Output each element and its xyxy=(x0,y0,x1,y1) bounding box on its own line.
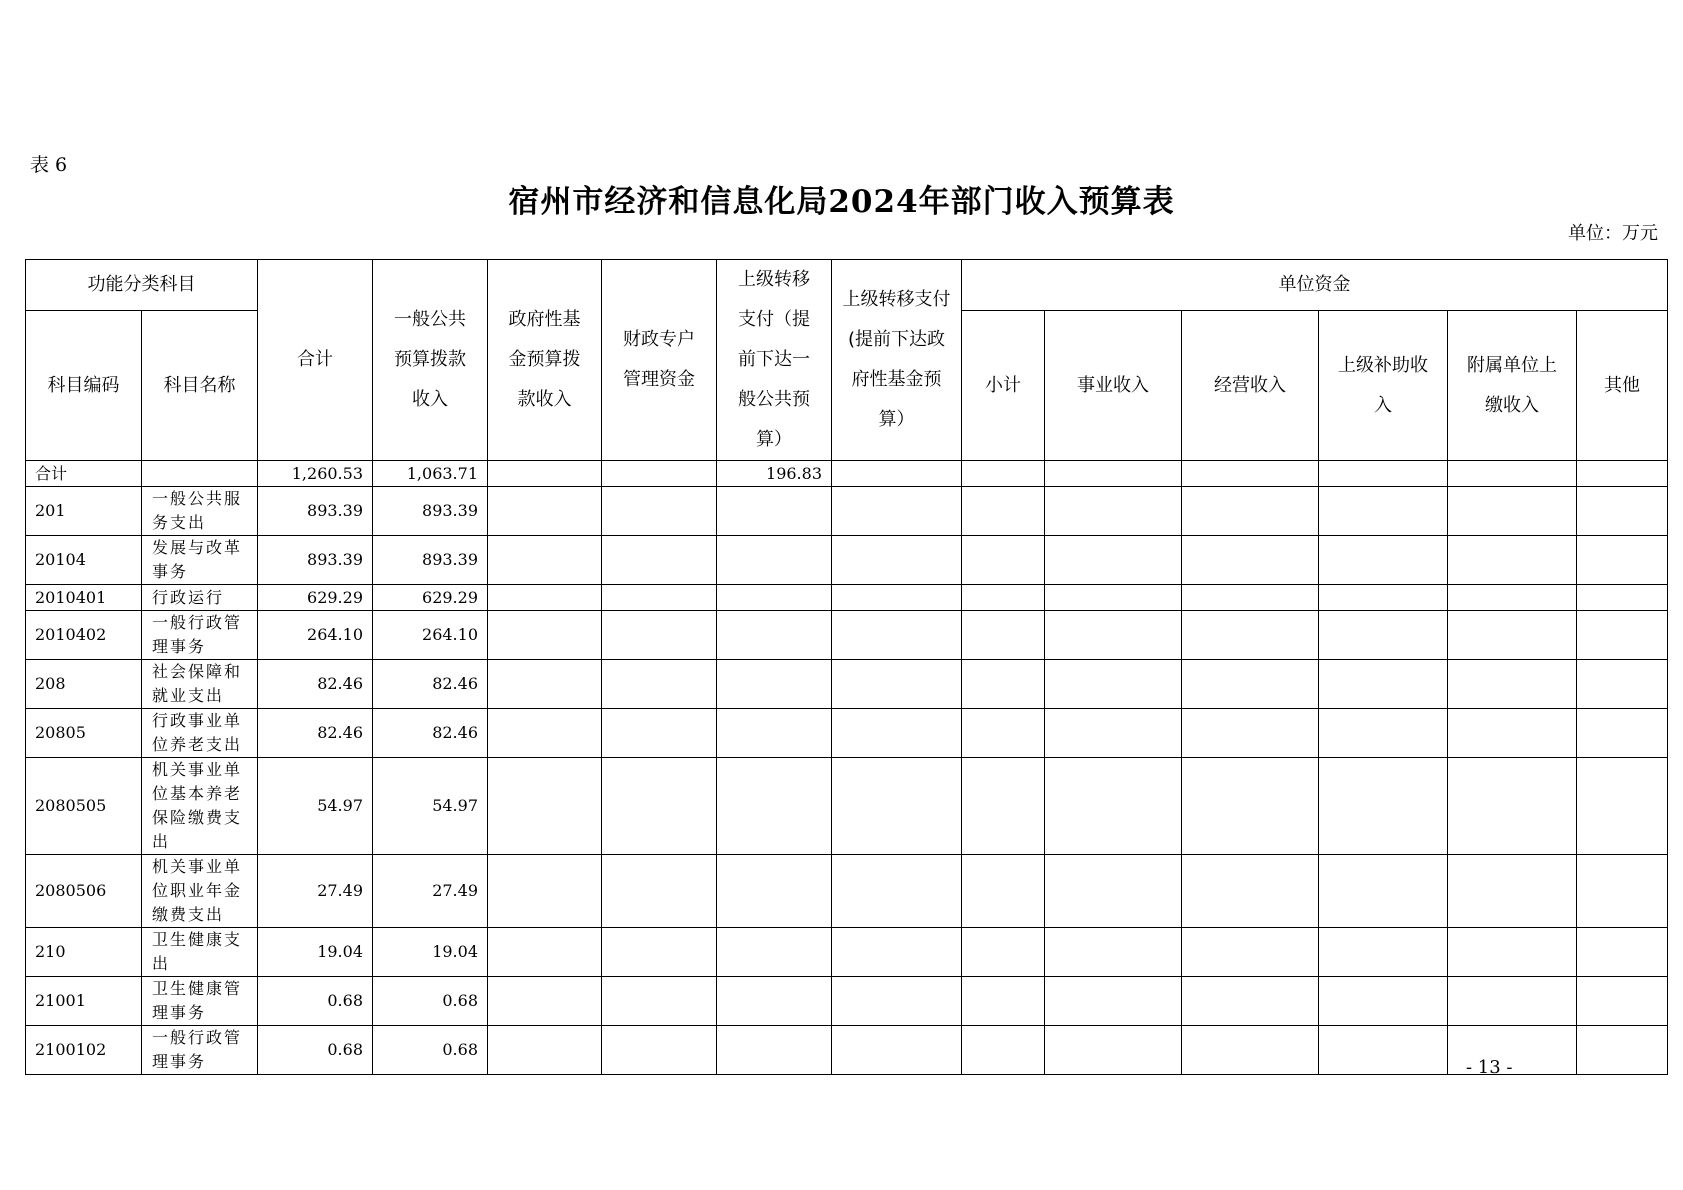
row-gov-fund xyxy=(488,977,602,1026)
row-code: 2010402 xyxy=(26,611,142,660)
row-transfer-general xyxy=(717,977,832,1026)
row-special-fund xyxy=(602,487,717,536)
row-operating-income xyxy=(1182,461,1319,487)
row-subtotal xyxy=(962,611,1045,660)
page-number: - 13 - xyxy=(1466,1057,1513,1078)
row-code: 208 xyxy=(26,660,142,709)
row-business-income xyxy=(1045,709,1182,758)
header-transfer-fund: 上级转移支付(提前下达政府性基金预算） xyxy=(832,260,962,461)
row-transfer-fund xyxy=(832,709,962,758)
header-name: 科目名称 xyxy=(142,311,258,461)
row-code: 21001 xyxy=(26,977,142,1026)
row-general-budget: 629.29 xyxy=(373,585,488,611)
row-superior-subsidy xyxy=(1319,758,1448,855)
table-row xyxy=(26,660,1668,709)
row-subtotal xyxy=(962,660,1045,709)
row-superior-subsidy xyxy=(1319,611,1448,660)
row-superior-subsidy xyxy=(1319,928,1448,977)
row-business-income xyxy=(1045,611,1182,660)
header-transfer-general: 上级转移支付（提前下达一般公共预算） xyxy=(717,260,832,461)
row-transfer-fund xyxy=(832,536,962,585)
row-gov-fund xyxy=(488,461,602,487)
row-other xyxy=(1577,461,1668,487)
row-special-fund xyxy=(602,536,717,585)
header-business-income: 事业收入 xyxy=(1045,311,1182,461)
row-transfer-fund xyxy=(832,928,962,977)
row-subtotal xyxy=(962,709,1045,758)
header-affiliated-income: 附属单位上缴收入 xyxy=(1448,311,1577,461)
row-transfer-general xyxy=(717,1026,832,1075)
row-special-fund xyxy=(602,758,717,855)
table-row xyxy=(26,709,1668,758)
row-affiliated-income xyxy=(1448,977,1577,1026)
row-name: 机关事业单位职业年金缴费支出 xyxy=(142,855,258,928)
row-gov-fund xyxy=(488,611,602,660)
row-business-income xyxy=(1045,660,1182,709)
row-total: 27.49 xyxy=(258,855,373,928)
row-special-fund xyxy=(602,855,717,928)
row-transfer-general xyxy=(717,758,832,855)
row-code: 210 xyxy=(26,928,142,977)
row-gov-fund xyxy=(488,928,602,977)
row-special-fund xyxy=(602,928,717,977)
row-business-income xyxy=(1045,585,1182,611)
row-subtotal xyxy=(962,758,1045,855)
row-general-budget: 54.97 xyxy=(373,758,488,855)
row-transfer-fund xyxy=(832,1026,962,1075)
row-operating-income xyxy=(1182,585,1319,611)
row-business-income xyxy=(1045,928,1182,977)
row-operating-income xyxy=(1182,611,1319,660)
header-superior-subsidy: 上级补助收入 xyxy=(1319,311,1448,461)
row-business-income xyxy=(1045,758,1182,855)
row-affiliated-income xyxy=(1448,928,1577,977)
row-general-budget: 1,063.71 xyxy=(373,461,488,487)
row-total: 893.39 xyxy=(258,487,373,536)
header-total: 合计 xyxy=(258,260,373,461)
row-other xyxy=(1577,928,1668,977)
row-subtotal xyxy=(962,1026,1045,1075)
row-total: 264.10 xyxy=(258,611,373,660)
row-code: 2010401 xyxy=(26,585,142,611)
unit-label: 单位：万元 xyxy=(1568,223,1658,244)
row-transfer-general xyxy=(717,660,832,709)
row-general-budget: 19.04 xyxy=(373,928,488,977)
row-code: 2080506 xyxy=(26,855,142,928)
row-total: 0.68 xyxy=(258,1026,373,1075)
table-row xyxy=(26,487,1668,536)
row-name xyxy=(142,461,258,487)
row-name: 行政运行 xyxy=(142,585,258,611)
row-subtotal xyxy=(962,977,1045,1026)
row-transfer-general: 196.83 xyxy=(717,461,832,487)
row-total: 1,260.53 xyxy=(258,461,373,487)
row-transfer-fund xyxy=(832,611,962,660)
table-row xyxy=(26,1026,1668,1075)
budget-table xyxy=(25,259,1668,1075)
row-transfer-general xyxy=(717,487,832,536)
row-affiliated-income xyxy=(1448,585,1577,611)
header-special-fund: 财政专户管理资金 xyxy=(602,260,717,461)
row-transfer-general xyxy=(717,536,832,585)
row-name: 行政事业单位养老支出 xyxy=(142,709,258,758)
row-subtotal xyxy=(962,585,1045,611)
row-code: 合计 xyxy=(26,461,142,487)
row-gov-fund xyxy=(488,487,602,536)
row-transfer-general xyxy=(717,611,832,660)
row-name: 卫生健康支出 xyxy=(142,928,258,977)
row-superior-subsidy xyxy=(1319,855,1448,928)
row-other xyxy=(1577,709,1668,758)
row-affiliated-income xyxy=(1448,461,1577,487)
row-affiliated-income xyxy=(1448,660,1577,709)
row-operating-income xyxy=(1182,977,1319,1026)
row-other xyxy=(1577,585,1668,611)
header-subtotal: 小计 xyxy=(962,311,1045,461)
row-general-budget: 264.10 xyxy=(373,611,488,660)
row-subtotal xyxy=(962,928,1045,977)
table-number: 表 6 xyxy=(30,154,68,176)
row-total: 82.46 xyxy=(258,709,373,758)
row-general-budget: 27.49 xyxy=(373,855,488,928)
row-total: 0.68 xyxy=(258,977,373,1026)
row-general-budget: 893.39 xyxy=(373,487,488,536)
row-other xyxy=(1577,611,1668,660)
row-operating-income xyxy=(1182,487,1319,536)
table-row xyxy=(26,855,1668,928)
row-affiliated-income xyxy=(1448,709,1577,758)
row-operating-income xyxy=(1182,928,1319,977)
header-gov-fund: 政府性基金预算拨款收入 xyxy=(488,260,602,461)
row-business-income xyxy=(1045,855,1182,928)
row-business-income xyxy=(1045,461,1182,487)
row-superior-subsidy xyxy=(1319,977,1448,1026)
header-general-budget: 一般公共预算拨款收入 xyxy=(373,260,488,461)
row-transfer-fund xyxy=(832,660,962,709)
table-body xyxy=(26,461,1668,1075)
row-affiliated-income xyxy=(1448,536,1577,585)
row-general-budget: 82.46 xyxy=(373,660,488,709)
row-affiliated-income xyxy=(1448,855,1577,928)
row-special-fund xyxy=(602,585,717,611)
row-operating-income xyxy=(1182,709,1319,758)
row-gov-fund xyxy=(488,660,602,709)
row-other xyxy=(1577,660,1668,709)
row-business-income xyxy=(1045,1026,1182,1075)
row-operating-income xyxy=(1182,660,1319,709)
table-row xyxy=(26,536,1668,585)
row-gov-fund xyxy=(488,585,602,611)
table-row xyxy=(26,928,1668,977)
row-superior-subsidy xyxy=(1319,487,1448,536)
row-name: 发展与改革事务 xyxy=(142,536,258,585)
row-affiliated-income xyxy=(1448,758,1577,855)
row-subtotal xyxy=(962,536,1045,585)
row-affiliated-income xyxy=(1448,611,1577,660)
row-special-fund xyxy=(602,611,717,660)
row-gov-fund xyxy=(488,536,602,585)
row-affiliated-income xyxy=(1448,487,1577,536)
row-subtotal xyxy=(962,855,1045,928)
row-code: 2100102 xyxy=(26,1026,142,1075)
row-operating-income xyxy=(1182,536,1319,585)
row-total: 19.04 xyxy=(258,928,373,977)
row-superior-subsidy xyxy=(1319,585,1448,611)
page-title: 宿州市经济和信息化局2024年部门收入预算表 xyxy=(508,184,1175,220)
row-general-budget: 893.39 xyxy=(373,536,488,585)
row-code: 2080505 xyxy=(26,758,142,855)
row-other xyxy=(1577,536,1668,585)
row-transfer-general xyxy=(717,585,832,611)
row-gov-fund xyxy=(488,709,602,758)
row-name: 社会保障和就业支出 xyxy=(142,660,258,709)
row-operating-income xyxy=(1182,1026,1319,1075)
row-other xyxy=(1577,1026,1668,1075)
row-gov-fund xyxy=(488,855,602,928)
row-general-budget: 0.68 xyxy=(373,977,488,1026)
row-name: 一般行政管理事务 xyxy=(142,611,258,660)
header-code: 科目编码 xyxy=(26,311,142,461)
row-special-fund xyxy=(602,461,717,487)
row-superior-subsidy xyxy=(1319,660,1448,709)
row-special-fund xyxy=(602,977,717,1026)
row-name: 一般行政管理事务 xyxy=(142,1026,258,1075)
row-special-fund xyxy=(602,709,717,758)
row-name: 卫生健康管理事务 xyxy=(142,977,258,1026)
row-operating-income xyxy=(1182,855,1319,928)
row-total: 82.46 xyxy=(258,660,373,709)
header-other: 其他 xyxy=(1577,311,1668,461)
row-other xyxy=(1577,487,1668,536)
header-func-class: 功能分类科目 xyxy=(26,260,258,311)
table-row xyxy=(26,585,1668,611)
row-subtotal xyxy=(962,461,1045,487)
row-gov-fund xyxy=(488,758,602,855)
row-other xyxy=(1577,758,1668,855)
row-transfer-general xyxy=(717,928,832,977)
row-total: 629.29 xyxy=(258,585,373,611)
table-row xyxy=(26,758,1668,855)
row-name: 机关事业单位基本养老保险缴费支出 xyxy=(142,758,258,855)
row-subtotal xyxy=(962,487,1045,536)
row-transfer-fund xyxy=(832,855,962,928)
row-superior-subsidy xyxy=(1319,1026,1448,1075)
table-header xyxy=(26,260,1668,461)
row-business-income xyxy=(1045,487,1182,536)
table-row xyxy=(26,611,1668,660)
row-transfer-fund xyxy=(832,758,962,855)
row-name: 一般公共服务支出 xyxy=(142,487,258,536)
row-code: 20805 xyxy=(26,709,142,758)
row-superior-subsidy xyxy=(1319,461,1448,487)
row-code: 20104 xyxy=(26,536,142,585)
row-transfer-fund xyxy=(832,461,962,487)
row-other xyxy=(1577,977,1668,1026)
row-transfer-fund xyxy=(832,487,962,536)
row-code: 201 xyxy=(26,487,142,536)
row-total: 893.39 xyxy=(258,536,373,585)
row-business-income xyxy=(1045,536,1182,585)
row-transfer-general xyxy=(717,855,832,928)
row-transfer-fund xyxy=(832,585,962,611)
row-general-budget: 82.46 xyxy=(373,709,488,758)
table-row xyxy=(26,977,1668,1026)
row-total: 54.97 xyxy=(258,758,373,855)
row-operating-income xyxy=(1182,758,1319,855)
row-transfer-general xyxy=(717,709,832,758)
header-unit-funds: 单位资金 xyxy=(962,260,1668,311)
row-other xyxy=(1577,855,1668,928)
row-superior-subsidy xyxy=(1319,536,1448,585)
table-row xyxy=(26,461,1668,487)
row-transfer-fund xyxy=(832,977,962,1026)
row-special-fund xyxy=(602,660,717,709)
row-special-fund xyxy=(602,1026,717,1075)
row-general-budget: 0.68 xyxy=(373,1026,488,1075)
row-superior-subsidy xyxy=(1319,709,1448,758)
row-business-income xyxy=(1045,977,1182,1026)
row-gov-fund xyxy=(488,1026,602,1075)
header-operating-income: 经营收入 xyxy=(1182,311,1319,461)
